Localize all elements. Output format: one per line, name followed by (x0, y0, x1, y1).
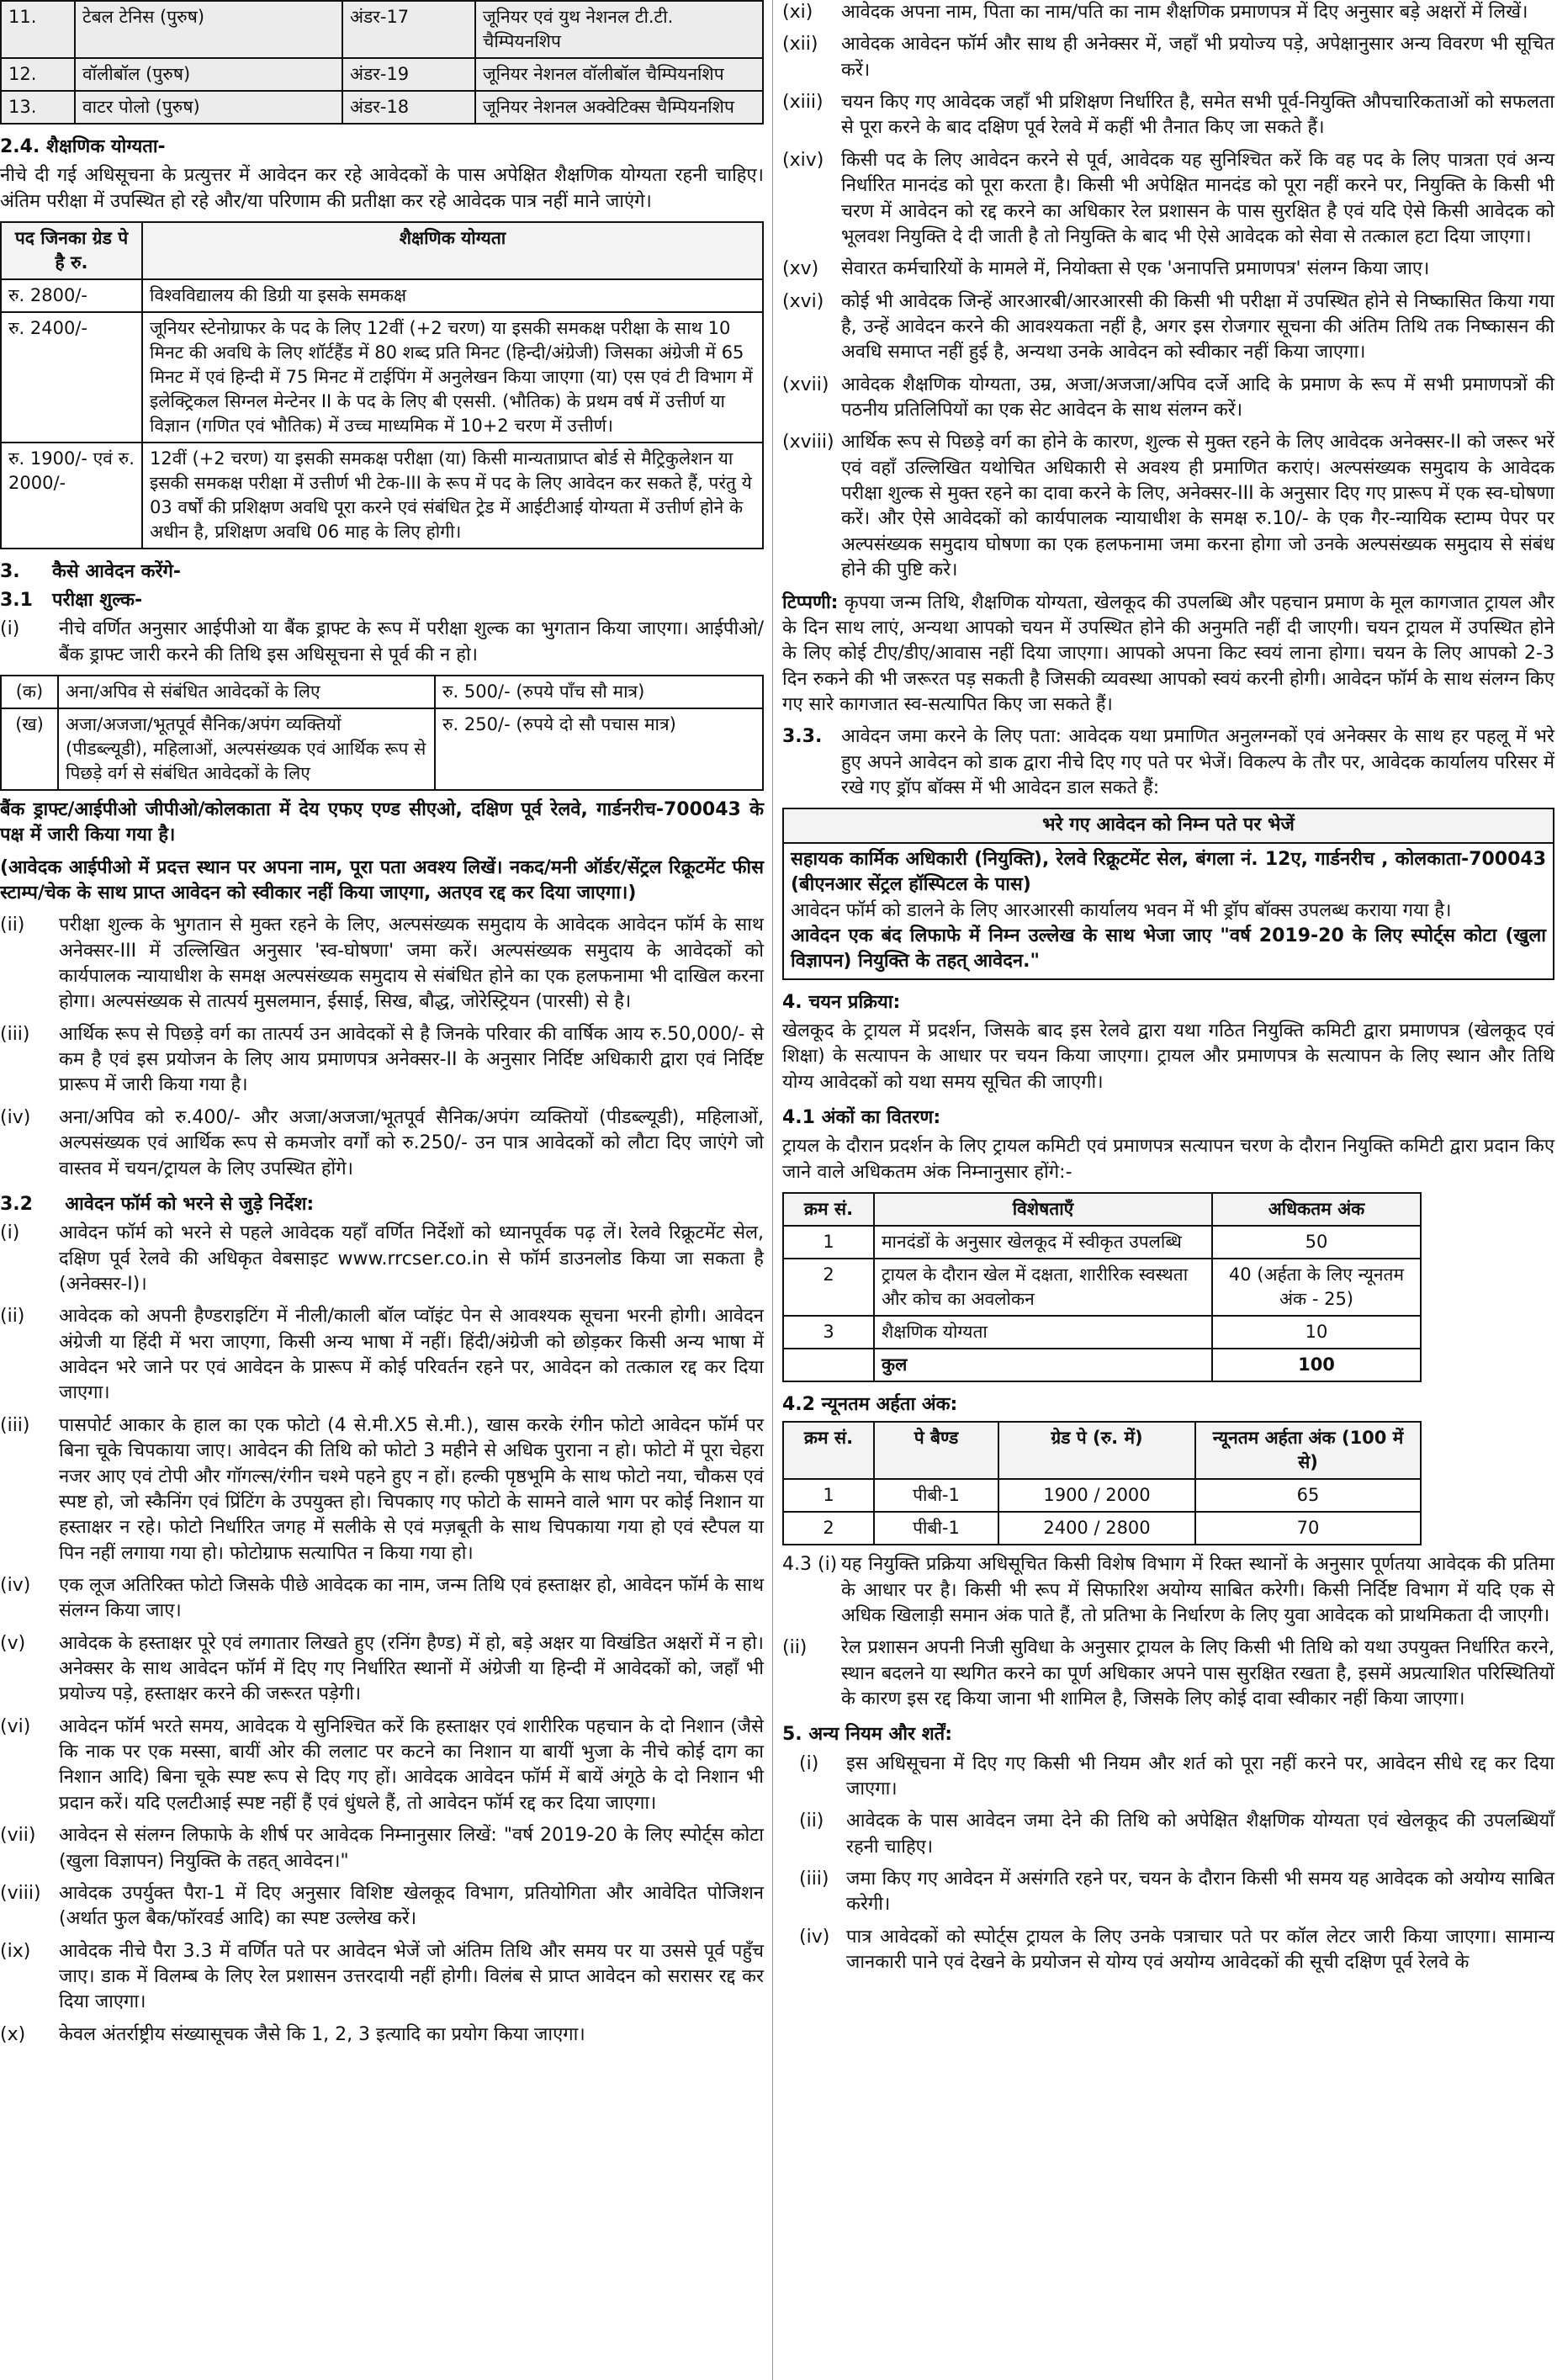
form-item-text: आवेदक को अपनी हैण्डराइटिंग में नीली/काली बॉल प्वॉइंट पेन से आवश्यक सूचना भरनी होगी। आवेदन अंग्रेजी या हिंदी में भरा जाएगा, किसी अन्य भाषा में नहीं। हिंदी/अंग्रेजी को छोड़कर किसी अन्य भाषा में आवेदन भरे जाने पर एवं आवेदन के प्रारूप में कोई परिवर्तन रहने पर, आवेदन को तत्काल रद्द कर दिया जाएगा। (59, 1306, 764, 1404)
marks-total-label: कुल (874, 1349, 1212, 1381)
address-box-drop: आवेदन फॉर्म को डालने के लिए आरआरसी कार्यालय भवन में भी ड्रॉप बॉक्स उपलब्ध कराया गया है। (791, 899, 1452, 921)
marks-text: ट्रायल के दौरान प्रदर्शन के लिए ट्रायल कमिटी एवं प्रमाणपत्र सत्यापन चरण के दौरान नियुक्ति कमिटी द्वारा प्रदान किए जाने वाले अधिकतम अंक निम्नानुसार होंगे:- (782, 1136, 1554, 1183)
form-item-mark: (xi) (782, 2, 813, 23)
minq-heading: 4.2 न्यूनतम अर्हता अंक: (782, 1393, 958, 1415)
marks-feat: शैक्षणिक योग्यता (874, 1316, 1212, 1349)
form-item-mark: (vii) (0, 1825, 36, 1847)
minq-col-min: न्यूनतम अर्हता अंक (100 में से) (1195, 1422, 1421, 1479)
form-item-text: पासपोर्ट आकार के हाल का एक फोटो (4 से.मी.X5 से.मी.), खास करके रंगीन फोटो आवेदन फॉर्म पर बिना चूके चिपकाया जाए। आवेदन की तिथि को फोटो 3 महीने से अधिक पुराना न हो। फोटो में पूरा चेहरा नजर आए एवं टोपी और गॉगल्स/रंगीन चश्मे पहने हुए न हों। हल्की पृष्ठभूमि के साथ फोटो नया, चौकस एवं स्पष्ट हो, जो स्कैनिंग एवं प्रिंटिंग के उपयुक्त हो। चिपकाए गए फोटो के सामने वाले भाग पर कोई निशान या हस्ताक्षर न रहे। फोटो निर्धारित जगह में सलीके से एवं मज़बूती के साथ चिपकाया गया हो एवं स्टैपल या पिन नहीं लगाया गया हो। फोटोग्राफ सत्यापित न किया गया हो। (59, 1414, 764, 1564)
form-item-mark: (ii) (0, 1306, 25, 1328)
marks-max: 50 (1212, 1226, 1421, 1259)
fee-amount: रु. 500/- (रुपये पाँच सौ मात्र) (435, 676, 763, 708)
form-item-mark: (xii) (782, 34, 818, 56)
fee-category: अना/अपिव से संबंधित आवेदकों के लिए (58, 676, 435, 708)
sports-table (0, 0, 764, 125)
edu-qual: 12वीं (+2 चरण) या इसकी समकक्ष परीक्षा (या) किसी मान्यताप्राप्त बोर्ड से मैट्रिकुलेशन या इसकी समकक्ष परीक्षा में उत्तीर्ण भी टेक-III के रूप में पद के लिए आवेदन कर सकते हैं, परंतु ये 03 वर्षों की प्रशिक्षण अवधि पूरा करने एवं संबंधित ट्रेड में आईटीआई योग्यता में उत्तीर्ण होने के अधीन है, प्रशिक्षण अवधि 06 माह के लिए होगी। (142, 443, 763, 549)
form-item-text: आवेदक उपर्युक्त पैरा-1 में दिए अनुसार विशिष्ट खेलकूद विभाग, प्रतियोगिता और आवेदित पोजिशन (अर्थात फुल बैक/फॉरवर्ड आदि) का स्पष्ट उल्लेख करें। (59, 1882, 764, 1930)
sec43-item (782, 1552, 1554, 1629)
fee-item-mark: (ii) (0, 914, 25, 936)
minq-no: 1 (783, 1479, 874, 1512)
form-item (0, 1939, 764, 2016)
marks-table (782, 1192, 1422, 1382)
form-item-text: आवेदक नीचे पैरा 3.3 में वर्णित पते पर आवेदन भेजें जो अंतिम तिथि और समय पर या उससे पूर्व पहुँच जाए। डाक में विलम्ब के लिए रेल प्रशासन उत्तरदायी नहीं होगी। विलंब से प्राप्त आवेदन को सरासर रद्द कर दिया जाएगा। (59, 1940, 764, 2013)
form-item-mark: (xvi) (782, 290, 824, 312)
form-item-mark: (xviii) (782, 432, 834, 453)
fee-key: (ख) (1, 708, 58, 790)
marks-no: 3 (783, 1316, 874, 1349)
tippani: टिप्पणी: कृपया जन्म तिथि, शैक्षणिक योग्यता, खेलकूद की उपलब्धि और पहचान प्रमाण के मूल कागजात ट्रायल और के दिन साथ लाएं, अन्यथा आपको चयन में उपस्थित होने की अनुमति नहीं दी जाएगी। चयन ट्रायल में उपस्थित होने के लिए कोई टीए/डीए/आवास नहीं दिया जाएगा। आपको अपना किट स्वयं लाना होगा। चयन के लिए आपको 2-3 दिन रुकने की भी जरूरत पड़ सकती है जिसकी व्यवस्था आपको स्वयं करनी होगी। आवेदन फॉर्म के साथ संलग्न किए गए सारे कागजात स्व-सत्यापित किए जा सकते हैं। (782, 591, 1554, 715)
marks-row (783, 1226, 1421, 1259)
rule-item (782, 1867, 1554, 1918)
rule-item (782, 1752, 1554, 1803)
right-column (782, 0, 1554, 1983)
form-item-text: आवेदन फॉर्म को भरने से पहले आवेदक यहाँ वर्णित निर्देशों को ध्यानपूर्वक पढ़ लें। रेलवे रिक्रूटमेंट सेल, दक्षिण पूर्व रेलवे की अधिकृत वेबसाइट www.rrcser.co.in से फॉर्म डाउनलोड किया जा सकता है (अनेक्सर-I)। (59, 1222, 764, 1295)
form-item-mark: (vi) (0, 1715, 31, 1737)
minq-min: 70 (1195, 1512, 1421, 1545)
sec43-item-text: यह नियुक्ति प्रक्रिया अधिसूचित किसी विशेष विभाग में रिक्त स्थानों के अनुसार पूर्णतया आवेदक की प्रतिमा के आधार पर है। किसी भी रूप में सिफारिश अयोग्य साबित करेगी। किसी निर्दिष्ट विभाग में यदि एक से अधिक खिलाड़ी समान अंक पाते हैं, तो प्रतिभा के निर्धारण के लिए युवा आवेदक को प्राथमिकता दी जाएगी। (841, 1554, 1554, 1626)
sports-event: जूनियर नेशनल अक्वेटिक्स चैम्पियनशिप (475, 91, 763, 124)
edu-qual: विश्वविद्यालय की डिग्री या इसके समकक्ष (142, 279, 763, 312)
minq-row (783, 1512, 1421, 1545)
form-item-text: आवेदन फॉर्म भरते समय, आवेदक ये सुनिश्चित करें कि हस्ताक्षर एवं शारीरिक पहचान के दो निशान (जैसे कि नाक पर एक मस्सा, बायीं ओर की ललाट पर कटने का निशान या बायीं भुजा के नीचे कोई दाग का निशान आदि) बिना चूके स्पष्ट रूप से दिए गए हों। आवेदक आवेदन फॉर्म में बायें अंगूठे के दो निशान भी प्रदान करें। यदि एलटीआई स्पष्ट नहीं हैं एवं धुंधले हैं, तो आवेदन फॉर्म रद्द कर दिया जाएगा। (59, 1715, 764, 1814)
sports-discipline: वॉलीबॉल (पुरुष) (75, 58, 342, 91)
bold-note: (आवेदक आईपीओ में प्रदत्त स्थान पर अपना नाम, पूरा पता अवश्य लिखें। नकद/मनी ऑर्डर/सेंट्रल रिक्रूटमेंट फीस स्टाम्प/चेक के साथ प्राप्त आवेदन को स्वीकार नहीं किया जाएगा, अतएव रद्द कर दिया जाएगा।) (0, 856, 764, 904)
sec43-item-mark: 4.3 (i) (782, 1554, 838, 1576)
marks-feat: ट्रायल के दौरान खेल में दक्षता, शारीरिक स्वस्थता और कोच का अवलोकन (874, 1259, 1212, 1316)
fee-item (0, 913, 764, 1015)
marks-row (783, 1259, 1421, 1316)
sports-discipline: वाटर पोलो (पुरुष) (75, 91, 342, 124)
marks-total: 100 (1212, 1349, 1421, 1381)
fee-item-i: (i) नीचे वर्णित अनुसार आईपीओ या बैंक ड्राफ्ट के रूप में परीक्षा शुल्क का भुगतान किया जाएगा। आईपीओ/बैंक ड्राफ्ट जारी करने की तिथि इस अधिसूचना से पूर्व की न हो। (0, 618, 764, 665)
sec43-item-text: रेल प्रशासन अपनी निजी सुविधा के अनुसार ट्रायल के लिए किसी भी तिथि को यथा उपयुक्त निर्धारित करने, स्थान बदलने या स्थगित करने का पूर्ण अधिकार अपने पास सुरक्षित रखता है, इसमें अप्रत्याशित परिस्थितियों के कारण इस रद्द किया जाना भी शामिल है, जिसके लिए कोई दावा स्वीकार नहीं किया जाएगा। (841, 1637, 1554, 1709)
dd-text: बैंक ड्राफ्ट/आईपीओ जीपीओ/कोलकाता में देय एफए एण्ड सीएओ, दक्षिण पूर्व रेलवे, गार्डनरीच-700043 के पक्ष में जारी किया गया है। (0, 798, 764, 846)
rule-item-mark: (iv) (799, 1926, 830, 1948)
form-item-text: आवेदक अपना नाम, पिता का नाम/पति का नाम शैक्षणिक प्रमाणपत्र में दिए अनुसार बड़े अक्षरों में लिखें। (841, 2, 1528, 23)
form-item (782, 148, 1554, 250)
edu-qual: जूनियर स्टेनोग्राफर के पद के लिए 12वीं (+2 चरण) या इसकी समकक्ष परीक्षा के साथ 10 मिनट की अवधि के लिए शॉर्टहैंड में 80 शब्द प्रति मिनट (हिन्दी/अंग्रेजी) जिसका अंग्रेजी में 65 मिनट में एवं हिन्दी में 75 मिनट में टाईपिंग में अनुलेखन किया जाएगा (या) एस एवं टी विभाग में इलेक्ट्रिकल सिग्नल मेन्टेनर II के पद के लिए बी एससी. (भौतिक) के प्रथम वर्ष में उत्तीर्ण या विज्ञान (गणित एवं भौतिक) में उच्च माध्यमिक में 10+2 चरण में उत्तीर्ण। (142, 312, 763, 443)
edu-row (1, 443, 763, 549)
edu-pay: रु. 1900/- एवं रु. 2000/- (1, 443, 142, 549)
form-item-text: एक लूज अतिरिक्त फोटो जिसके पीछे आवेदक का नाम, जन्म तिथि एवं हस्ताक्षर हो, आवेदन फॉर्म के साथ संलग्न किया जाए। (59, 1574, 764, 1622)
form-item-mark: (iv) (0, 1574, 31, 1596)
edu-row (1, 312, 763, 443)
fee-item (0, 1105, 764, 1182)
form-item (0, 1304, 764, 1406)
rule-item-mark: (i) (799, 1752, 819, 1774)
form-item-text: सेवारत कर्मचारियों के मामले में, नियोक्ता से एक 'अनापत्ति प्रमाणपत्र' संलग्न किया जाए। (841, 258, 1430, 280)
rule-item-text: आवेदक के पास आवेदन जमा देने की तिथि को अपेक्षित शैक्षणिक योग्यता एवं खेलकूद की उपलब्धियाँ रहनी चाहिए। (846, 1810, 1554, 1858)
edu-pay: रु. 2800/- (1, 279, 142, 312)
form-item (782, 373, 1554, 424)
sports-row (1, 91, 763, 124)
form-item-text: आवेदक आवेदन फॉर्म और साथ ही अनेक्सर में, जहाँ भी प्रयोज्य पड़े, अपेक्षानुसार अन्य विवरण भी सूचित करें। (841, 34, 1554, 81)
rules-heading: 5. अन्य नियम और शर्तें: (782, 1724, 952, 1746)
edu-heading: 2.4. शैक्षणिक योग्यता- (0, 135, 166, 157)
form-item-text: आर्थिक रूप से पिछड़े वर्ग का होने के कारण, शुल्क से मुक्त रहने के लिए आवेदक अनेक्सर-II को जरूर भरें एवं वहाँ उल्लिखित यथोचित अधिकारी से अवश्य ही प्रमाणित कराएं। अल्पसंख्यक समुदाय के आवेदक परीक्षा शुल्क से मुक्त रहने का दावा करने के लिए, अनेक्सर-III के अनुसार दिए गए प्रारूप में एक स्व-घोषणा करें। और ऐसे आवेदकों को कार्यपालक न्यायाधीश के समक्ष रु.10/- के एक गैर-न्यायिक स्टाम्प पेपर पर अल्पसंख्यक समुदाय घोषणा का एक हलफनामा जमा करना होगा जो उनके अल्पसंख्यक समुदाय से संबंध होने की पुष्टि करे। (841, 432, 1555, 581)
fee-table (0, 675, 764, 791)
form-item (782, 430, 1554, 583)
marks-col-max: अधिकतम अंक (1212, 1193, 1421, 1226)
minq-min: 65 (1195, 1479, 1421, 1512)
form-item-mark: (xv) (782, 258, 819, 280)
fee-key: (क) (1, 676, 58, 708)
form-item-text: केवल अंतर्राष्ट्रीय संख्यासूचक जैसे कि 1, 2, 3 इत्यादि का प्रयोग किया जाएगा। (59, 2023, 585, 2045)
minq-row (783, 1479, 1421, 1512)
fee-heading: 3.1 परीक्षा शुल्क- (0, 589, 143, 611)
minq-grade: 2400 / 2800 (998, 1512, 1195, 1545)
sports-age: अंडर-19 (342, 58, 475, 91)
minq-col-band: पे बैण्ड (874, 1422, 998, 1479)
marks-col-feat: विशेषताएँ (874, 1193, 1212, 1226)
form-item (0, 1413, 764, 1566)
minq-col-no: क्रम सं. (783, 1422, 874, 1479)
form-item-text: आवेदन से संलग्न लिफाफे के शीर्ष पर आवेदक निम्नानुसार लिखें: "वर्ष 2019-20 के लिए स्पोर्ट्स कोटा (खुला विज्ञापन) नियुक्ति के तहत् आवेदन।" (59, 1825, 764, 1872)
form-item (0, 1881, 764, 1932)
edu-col-pay: पद जिनका ग्रेड पे है रु. (1, 222, 142, 279)
rule-item (782, 1925, 1554, 1976)
fee-item-mark: (iv) (0, 1106, 31, 1128)
form-item (0, 2022, 764, 2048)
sports-discipline: टेबल टेनिस (पुरुष) (75, 1, 342, 58)
address-box (782, 808, 1554, 979)
form-heading: 3.2 आवेदन फॉर्म को भरने से जुड़े निर्देश: (0, 1193, 315, 1215)
sports-row (1, 1, 763, 58)
address-box-envelope: आवेदन एक बंद लिफाफे में निम्न उल्लेख के साथ भेजा जाए "वर्ष 2019-20 के लिए स्पोर्ट्स कोटा (खुला विज्ञापन) नियुक्ति के तहत् आवेदन." (791, 925, 1546, 973)
sports-age: अंडर-18 (342, 91, 475, 124)
form-item-mark: (ix) (0, 1940, 31, 1962)
edu-intro: नीचे दी गई अधिसूचना के प्रत्युत्तर में आवेदन कर रहे आवेदकों के पास अपेक्षित शैक्षणिक योग्यता रहनी चाहिए। अंतिम परीक्षा में उपस्थित हो रहे और/या परिणाम की प्रतीक्षा कर रहे आवेदक पात्र नहीं माने जाएंगे। (0, 165, 764, 212)
minq-band: पीबी-1 (874, 1512, 998, 1545)
sports-event: जूनियर नेशनल वॉलीबॉल चैम्पियनशिप (475, 58, 763, 91)
rule-item-text: इस अधिसूचना में दिए गए किसी भी नियम और शर्त को पूरा नहीं करने पर, आवेदन सीधे रद्द कर दिया जाएगा। (846, 1752, 1554, 1800)
fee-item (0, 1022, 764, 1099)
sec43-item-mark: (ii) (782, 1637, 808, 1659)
form-item-text: किसी पद के लिए आवेदन करने से पूर्व, आवेदक यह सुनिश्चित करें कि वह पद के लिए पात्रता एवं अन्य निर्धारित मानदंड को पूरा करता है। किसी भी अपेक्षित मानदंड को पूरा नहीं करने पर, नियुक्ति के किसी भी चरण में आवेदन को रद्द करने का अधिकार रेल प्रशासन के पास सुरक्षित है एवं यदि ऐसे किसी आवेदक को भूलवश नियुक्ति दे दी जाती है तो नियुक्ति के बाद भी ऐसे आवेदक को सेवा से तत्काल हटा दिया जाएगा। (841, 149, 1554, 247)
marks-max: 40 (अर्हता के लिए न्यूनतम अंक - 25) (1212, 1259, 1421, 1316)
minq-col-grade: ग्रेड पे (रु. में) (998, 1422, 1195, 1479)
form-item-text: चयन किए गए आवेदक जहाँ भी प्रशिक्षण निर्धारित है, समेत सभी पूर्व-नियुक्ति औपचारिकताओं को सफलता से पूरा करने के बाद दक्षिण पूर्व रेलवे में कहीं भी तैनात किए जा सकते हैं। (841, 92, 1554, 139)
form-item (782, 0, 1554, 25)
sports-no: 12. (1, 58, 75, 91)
form-item (0, 1715, 764, 1816)
rule-item-mark: (iii) (799, 1868, 829, 1890)
fee-category: अजा/अजजा/भूतपूर्व सैनिक/अपंग व्यक्तियों (पीडब्ल्यूडी), महिलाओं, अल्पसंख्यक एवं आर्थिक रूप से पिछड़े वर्ग से संबंधित आवेदकों के लिए (58, 708, 435, 790)
rule-item-mark: (ii) (799, 1810, 824, 1832)
marks-row (783, 1316, 1421, 1349)
form-item (782, 257, 1554, 282)
fee-row (1, 676, 763, 708)
fee-item-mark: (iii) (0, 1023, 30, 1045)
edu-table (0, 221, 764, 549)
right-items (782, 0, 1554, 584)
marks-col-no: क्रम सं. (783, 1193, 874, 1226)
form-item-mark: (viii) (0, 1882, 41, 1904)
sports-row (1, 58, 763, 91)
rule-item-text: पात्र आवेदकों को स्पोर्ट्स ट्रायल के लिए उनके पत्राचार पते पर कॉल लेटर जारी किया जाएगा। सामान्य जानकारी पाने एवं देखने के प्रयोजन से योग्य एवं अयोग्य आवेदकों की सूची दक्षिण पूर्व रेलवे के (846, 1926, 1554, 1974)
marks-no: 2 (783, 1259, 874, 1316)
marks-no: 1 (783, 1226, 874, 1259)
form-item (0, 1823, 764, 1874)
fee-amount: रु. 250/- (रुपये दो सौ पचास मात्र) (435, 708, 763, 790)
left-column (0, 0, 764, 2054)
sports-no: 11. (1, 1, 75, 58)
sec43-item (782, 1635, 1554, 1712)
form-item (0, 1573, 764, 1625)
fee-row (1, 708, 763, 790)
form-item-mark: (x) (0, 2023, 26, 2045)
form-item (782, 32, 1554, 83)
fee-item-text: परीक्षा शुल्क के भुगतान से मुक्त रहने के लिए, अल्पसंख्यक समुदाय के आवेदक आवेदन फॉर्म के साथ अनेक्सर-III में उल्लिखित अनुसार 'स्व-घोषणा' जमा करें। अल्पसंख्यक समुदाय के आवेदकों को कार्यपालक न्यायाधीश के समक्ष अल्पसंख्यक समुदाय से संबंधित होने का एक हलफनामा भी दाखिल करना होगा। अल्पसंख्यक से तात्पर्य मुसलमान, ईसाई, सिख, बौद्ध, जोरेस्ट्रियन (पारसी) से है। (59, 914, 764, 1013)
edu-col-qual: शैक्षणिक योग्यता (142, 222, 763, 279)
form-item-mark: (xiii) (782, 92, 824, 114)
form-item-mark: (xiv) (782, 149, 824, 171)
fee-item-text: अना/अपिव को रु.400/- और अजा/अजजा/भूतपूर्व सैनिक/अपंग व्यक्तियों (पीडब्ल्यूडी), महिलाओं, अल्पसंख्यक एवं आर्थिक रूप से कमजोर वर्गों को रु.250/- उन पात्र आवेदकों को लौटा दिए जाएंगे जो वास्तव में चयन/ट्रायल के लिए उपस्थित होंगे। (59, 1106, 764, 1179)
sports-age: अंडर-17 (342, 1, 475, 58)
edu-pay: रु. 2400/- (1, 312, 142, 443)
form-item (782, 289, 1554, 366)
form-item-mark: (xvii) (782, 374, 829, 395)
address-item: 3.3. आवेदन जमा करने के लिए पता: आवेदक यथा प्रमाणित अनुलग्नकों एवं अनेक्सर के साथ हर पहलू में भरे हुए अपने आवेदन को डाक द्वारा नीचे दिए गए पते पर भेजें। विकल्प के तौर पर, आवेदक कार्यालय परिसर में रखे गए ड्रॉप बॉक्स में भी आवेदन डाल सकते हैं: (782, 726, 1554, 799)
form-item (0, 1631, 764, 1708)
marks-heading: 4.1 अंकों का वितरण: (782, 1107, 941, 1129)
form-item-mark: (v) (0, 1632, 26, 1654)
selection-text: खेलकूद के ट्रायल में प्रदर्शन, जिसके बाद इस रेलवे द्वारा यथा गठित नियुक्ति कमिटी द्वारा प्रमाणपत्र (खेलकूद एवं शिक्षा) के सत्यापन के आधार पर चयन किया जाएगा। ट्रायल और प्रमाणपत्र के सत्यापन के लिए स्थान और तिथि योग्य आवेदकों को यथा समय सूचित की जाएगी। (782, 1020, 1554, 1093)
form-item (0, 1221, 764, 1297)
form-item-text: आवेदक शैक्षणिक योग्यता, उम्र, अजा/अजजा/अपिव दर्जे आदि के प्रमाण के रूप में सभी प्रमाणपत्रों की पठनीय प्रतिलिपियों का एक सेट आवेदन के साथ संलग्न करें। (841, 374, 1554, 421)
form-item-mark: (i) (0, 1222, 20, 1244)
marks-total-row (783, 1349, 1421, 1381)
form-items (0, 1221, 764, 2048)
sec43-items (782, 1552, 1554, 1712)
rules-items (782, 1752, 1554, 1976)
apply-items (0, 913, 764, 1182)
edu-row (1, 279, 763, 312)
rule-item-text: जमा किए गए आवेदन में असंगति रहने पर, चयन के दौरान किसी भी समय यह आवेदक को अयोग्य साबित करेगी। (846, 1868, 1554, 1916)
minq-band: पीबी-1 (874, 1479, 998, 1512)
minq-table (782, 1421, 1422, 1545)
column-divider (772, 0, 773, 2380)
address-box-address: सहायक कार्मिक अधिकारी (नियुक्ति), रेलवे रिक्रूटमेंट सेल, बंगला नं. 12ए, गार्डनरीच , कोलकाता-700043 (बीएनआर सेंट्रल हॉस्पिटल के पास) (791, 848, 1546, 896)
marks-max: 10 (1212, 1316, 1421, 1349)
fee-item-text: आर्थिक रूप से पिछड़े वर्ग का तात्पर्य उन आवेदकों से है जिनके परिवार की वार्षिक आय रु.50,000/- से कम है एवं इस प्रयोजन के लिए आय प्रमाणपत्र अनेक्सर-II के अनुसार निर्दिष्ट अधिकारी द्वारा एवं निर्दिष्ट प्रारूप में जारी किया गया है। (59, 1023, 764, 1096)
form-item-mark: (iii) (0, 1414, 30, 1436)
selection-heading: 4. चयन प्रक्रिया: (782, 991, 901, 1013)
sports-event: जूनियर एवं युथ नेशनल टी.टी. चैम्पियनशिप (475, 1, 763, 58)
form-item (782, 90, 1554, 141)
marks-feat: मानदंडों के अनुसार खेलकूद में स्वीकृत उपलब्धि (874, 1226, 1212, 1259)
form-item-text: कोई भी आवेदक जिन्हें आरआरबी/आरआरसी की किसी भी परीक्षा में उपस्थित होने से निष्कासित किया गया है, उन्हें आवेदन करने की आवश्यकता नहीं है, अगर इस रोजगार सूचना की अंतिम तिथि तक निष्कासन की अवधि समाप्त नहीं हुई है, अन्यथा उनके आवेदन को स्वीकार नहीं किया जाएगा। (841, 290, 1554, 363)
minq-grade: 1900 / 2000 (998, 1479, 1195, 1512)
apply-heading: 3. कैसे आवेदन करेंगे- (0, 560, 182, 582)
form-item-text: आवेदक के हस्ताक्षर पूरे एवं लगातार लिखते हुए (रनिंग हैण्ड) में हो, बड़े अक्षर या विखंडित अक्षरों में न हो। अनेक्सर के साथ आवेदन फॉर्म में दिए गए निर्धारित स्थानों में अंग्रेजी या हिन्दी में आवेदकों को, जहाँ भी प्रयोज्य पड़े, हस्ताक्षर करने की जरूरत पड़ेगी। (59, 1632, 764, 1705)
rule-item (782, 1809, 1554, 1860)
address-box-heading: भरे गए आवेदन को निम्न पते पर भेजें (784, 809, 1553, 843)
minq-no: 2 (783, 1512, 874, 1545)
sports-no: 13. (1, 91, 75, 124)
